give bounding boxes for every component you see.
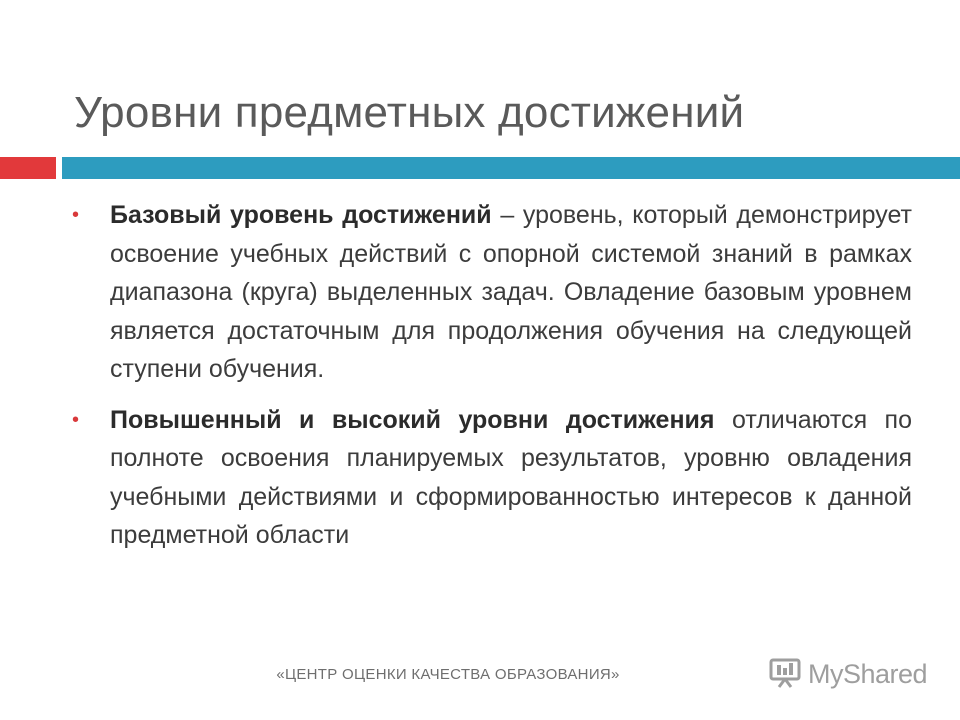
title-accent-bar-blue	[62, 157, 960, 179]
footer-organization: «ЦЕНТР ОЦЕНКИ КАЧЕСТВА ОБРАЗОВАНИЯ»	[276, 666, 620, 683]
title-accent-bar-red	[0, 157, 56, 179]
bullet-item-basic-level	[72, 196, 912, 389]
watermark-text: MyShared	[808, 658, 928, 689]
bullet-dot-icon: •	[72, 204, 80, 226]
watermark-logo	[768, 654, 927, 694]
slide-title: Уровни предметных достижений	[74, 88, 745, 137]
bullet-bold-term: Повышенный и высокий уровни достижения	[110, 405, 715, 434]
bullet-text: отличаются по полноте освоения планируемых результатов, уровню овладения учебными действиями и сформированностью интересов к данной предметной области	[110, 405, 912, 549]
bullet-list	[72, 196, 912, 567]
presentation-board-icon	[768, 655, 802, 694]
bullet-item-advanced-level	[72, 401, 912, 555]
bullet-bold-term: Базовый уровень достижений	[110, 201, 492, 229]
bullet-text: – уровень, который демонстрирует освоение учебных действий с опорной системой знаний в рамках диапазона (круга) выделенных задач. Овладение базовым уровнем является достаточным для продолжения обучения на следующей ступени обучения.	[110, 201, 912, 383]
bullet-dot-icon: •	[72, 408, 80, 431]
